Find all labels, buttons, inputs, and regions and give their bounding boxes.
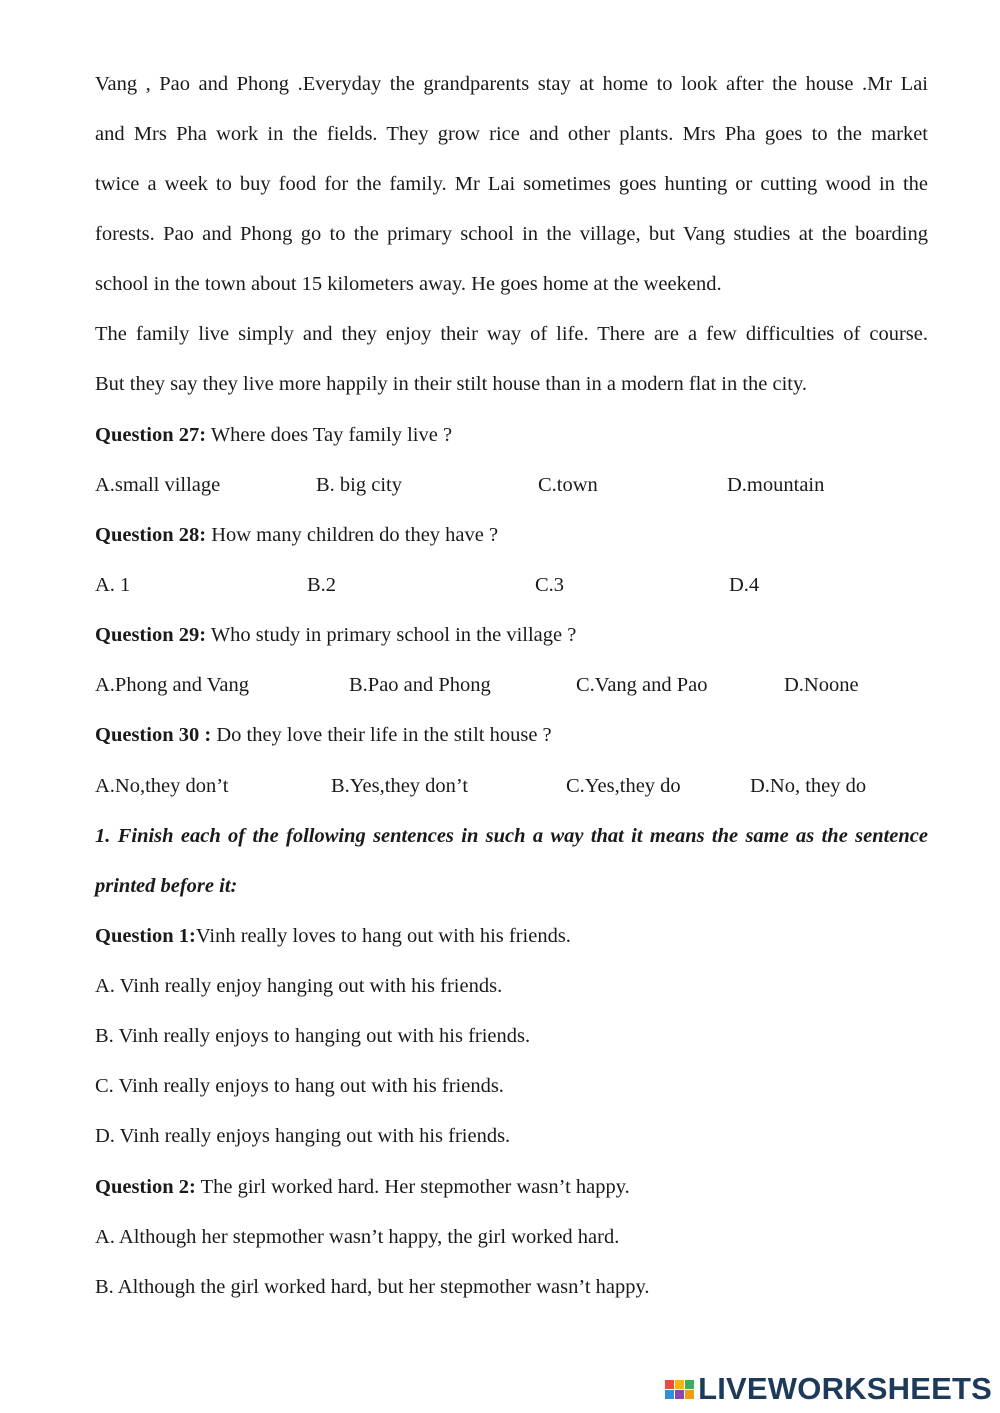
option-c[interactable]: C.Vang and Pao: [576, 674, 708, 696]
passage-line-1: Vang , Pao and Phong .Everyday the grandparents stay at home to look after the house .Mr Lai: [95, 73, 928, 95]
option-c[interactable]: C.Yes,they do: [566, 775, 681, 797]
question-27-text: Where does Tay family live ?: [206, 424, 453, 446]
option-a[interactable]: A.small village: [95, 474, 221, 496]
option-a[interactable]: A. Although her stepmother wasn’t happy, the girl worked hard.: [95, 1226, 620, 1248]
question-27: [95, 421, 928, 449]
passage-line-2: and Mrs Pha work in the fields. They grow rice and other plants. Mrs Pha goes to the market: [95, 123, 928, 145]
option-c[interactable]: C.town: [538, 474, 598, 496]
logo-mark-icon: [665, 1380, 694, 1399]
option-a[interactable]: A.No,they don’t: [95, 775, 229, 797]
question-30-label: Question 30 :: [95, 724, 212, 746]
option-b[interactable]: B. Vinh really enjoys to hanging out with his friends.: [95, 1025, 531, 1047]
sentence-question-1: [95, 922, 928, 950]
question-29-text: Who study in primary school in the village ?: [206, 624, 577, 646]
logo-square: [685, 1390, 694, 1399]
liveworksheets-logo: [665, 1371, 992, 1407]
option-b[interactable]: B.Yes,they don’t: [331, 775, 469, 797]
passage-line-4: forests. Pao and Phong go to the primary school in the village, but Vang studies at the boarding: [95, 223, 928, 245]
passage-line-5: school in the town about 15 kilometers away. He goes home at the weekend.: [95, 273, 722, 295]
option-b[interactable]: B.2: [307, 574, 337, 596]
logo-square: [665, 1390, 674, 1399]
sentence-question-1-text: Vinh really loves to hang out with his friends.: [195, 925, 571, 947]
option-b[interactable]: B. big city: [316, 474, 402, 496]
sentence-question-2-text: The girl worked hard. Her stepmother wasn’t happy.: [195, 1176, 630, 1198]
option-a[interactable]: A. 1: [95, 574, 131, 596]
option-b[interactable]: B.Pao and Phong: [349, 674, 491, 696]
passage-line-6: The family live simply and they enjoy their way of life. There are a few difficulties of course.: [95, 323, 928, 345]
sentence-question-2-label: Question 2:: [95, 1176, 196, 1198]
section-instruction-line-1: 1. Finish each of the following sentences in such a way that it means the same as the sentence: [95, 825, 928, 847]
option-d[interactable]: D.mountain: [727, 474, 825, 496]
question-27-label: Question 27:: [95, 424, 207, 446]
option-d[interactable]: D. Vinh really enjoys hanging out with his friends.: [95, 1125, 511, 1147]
passage-line-7: But they say they live more happily in their stilt house than in a modern flat in the city.: [95, 373, 808, 395]
option-a[interactable]: A. Vinh really enjoy hanging out with his friends.: [95, 975, 503, 997]
question-28-text: How many children do they have ?: [206, 524, 499, 546]
question-28-label: Question 28:: [95, 524, 207, 546]
option-d[interactable]: D.No, they do: [750, 775, 867, 797]
question-30: [95, 721, 928, 749]
section-instruction-line-2: printed before it:: [95, 875, 238, 897]
option-b[interactable]: B. Although the girl worked hard, but her stepmother wasn’t happy.: [95, 1276, 650, 1298]
question-29-label: Question 29:: [95, 624, 207, 646]
question-28: [95, 521, 928, 549]
option-d[interactable]: D.Noone: [784, 674, 859, 696]
option-a[interactable]: A.Phong and Vang: [95, 674, 249, 696]
passage-line-3: twice a week to buy food for the family. Mr Lai sometimes goes hunting or cutting wood in the: [95, 173, 928, 195]
logo-square: [675, 1380, 684, 1389]
logo-square: [665, 1380, 674, 1389]
question-29: [95, 621, 928, 649]
logo-square: [675, 1390, 684, 1399]
sentence-question-2: [95, 1173, 928, 1201]
logo-text: LIVEWORKSHEETS: [698, 1371, 992, 1406]
option-c[interactable]: C.3: [535, 574, 565, 596]
option-c[interactable]: C. Vinh really enjoys to hang out with his friends.: [95, 1075, 504, 1097]
option-d[interactable]: D.4: [729, 574, 760, 596]
logo-square: [685, 1380, 694, 1389]
sentence-question-1-label: Question 1:: [95, 925, 196, 947]
question-30-text: Do they love their life in the stilt house ?: [211, 724, 552, 746]
